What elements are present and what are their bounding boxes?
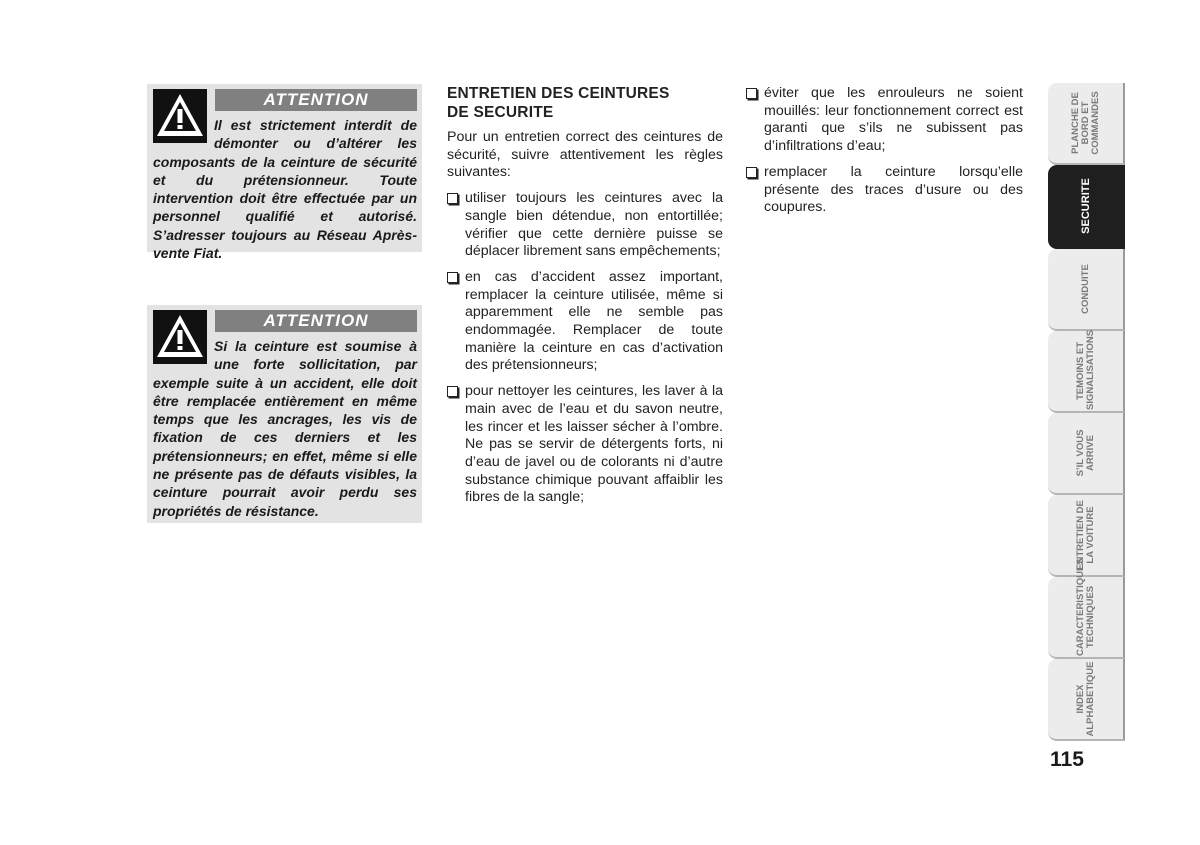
- checkbox-bullet-icon: [447, 193, 458, 204]
- warning-triangle-icon: [153, 310, 207, 364]
- tab-caracteristiques[interactable]: [1048, 558, 1125, 659]
- tab-conduite[interactable]: [1048, 249, 1125, 331]
- tab-sil-vous-arrive[interactable]: [1048, 413, 1125, 495]
- tab-label: PLANCHE DE BORD ET COMMANDES: [1069, 91, 1101, 155]
- tab-label: SECURITE: [1079, 178, 1092, 234]
- tab-label: CONDUITE: [1079, 264, 1091, 314]
- warning-label: ATTENTION: [215, 310, 417, 332]
- tab-label: ENTRETIEN DE LA VOITURE: [1074, 500, 1096, 570]
- list-item-text: éviter que les enrouleurs ne soient mouillés: leur fonctionnement correct est garanti que s’ils ne subissent pas d’infiltrations d’eau;: [764, 85, 1023, 155]
- tab-label: CARACTERISTIQUES TECHNIQUES: [1074, 558, 1096, 656]
- warning-box-2: [147, 305, 422, 523]
- checkbox-bullet-icon: [447, 386, 458, 397]
- warning-text: Si la ceinture est soumise à une forte sollicitation, par exemple suite à un accident, elle doit être remplacée entièrement en même temps que les ancrages, les vis de fixation de ces derniers et les prétensionneurs; en effet, même si elle ne présente pas de défauts visibles, la ceinture pourrait avoir perdu ses propriétés de résistance.: [153, 338, 417, 519]
- list-item: [746, 164, 1023, 217]
- checkbox-bullet-icon: [746, 167, 757, 178]
- maintenance-section-continued: [746, 84, 1023, 225]
- tab-label: S’IL VOUS ARRIVE: [1074, 429, 1096, 477]
- warning-triangle-icon: [153, 89, 207, 143]
- checkbox-bullet-icon: [746, 88, 757, 99]
- tab-temoins[interactable]: [1048, 331, 1125, 413]
- tab-entretien[interactable]: [1048, 495, 1125, 577]
- section-heading: [447, 84, 723, 122]
- checkbox-bullet-icon: [447, 272, 458, 283]
- tab-securite[interactable]: [1048, 165, 1125, 249]
- list-item-text: remplacer la ceinture lorsqu’elle présente des traces d’usure ou des coupures.: [764, 163, 1023, 216]
- section-heading-line1: ENTRETIEN DES CEINTURES: [447, 85, 670, 102]
- tab-label: INDEX ALPHABETIQUE: [1074, 661, 1096, 737]
- list-item: [447, 190, 723, 261]
- warning-box-1: [147, 84, 422, 262]
- warning-text: Il est strictement interdit de démonter ou d’altérer les composants de la ceinture de sécurité et du prétensionneur. Toute intervention doit être effectuée par un personnel qualifié et autorisé. S’adresser toujours au Réseau Après-vente Fiat.: [153, 117, 417, 262]
- section-intro: Pour un entretien correct des ceintures de sécurité, suivre attentivement les règles suivantes:: [447, 129, 723, 181]
- list-item: [746, 85, 1023, 156]
- section-heading-line2: DE SECURITE: [447, 104, 554, 121]
- tab-planche-de-bord[interactable]: [1048, 83, 1125, 165]
- list-item-text: utiliser toujours les ceintures avec la sangle bien détendue, non entortillée; vérifier que cette dernière puisse se déplacer librement sans empêchements;: [465, 190, 723, 260]
- maintenance-section: [447, 84, 723, 515]
- list-item-text: en cas d’accident assez important, remplacer la ceinture utilisée, même si apparemment elle ne semble pas endommagée. Remplacer de toute manière la ceinture en cas d’activation des prétensionneurs;: [465, 268, 723, 374]
- list-item-text: pour nettoyer les ceintures, les laver à la main avec de l’eau et du savon neutre, les rincer et les laisser sécher à l’ombre. Ne pas se servir de détergents forts, ni d’eau de javel ou de colorants ni d’autre substance chimique pouvant affaiblir les fibres de la sangle;: [465, 383, 723, 506]
- tab-label: TEMOINS ET SIGNALISATIONS: [1074, 329, 1096, 410]
- warning-label: ATTENTION: [215, 89, 417, 111]
- list-item: [447, 383, 723, 507]
- list-item: [447, 269, 723, 375]
- tab-index[interactable]: [1048, 659, 1125, 741]
- page-number: 115: [1050, 748, 1084, 771]
